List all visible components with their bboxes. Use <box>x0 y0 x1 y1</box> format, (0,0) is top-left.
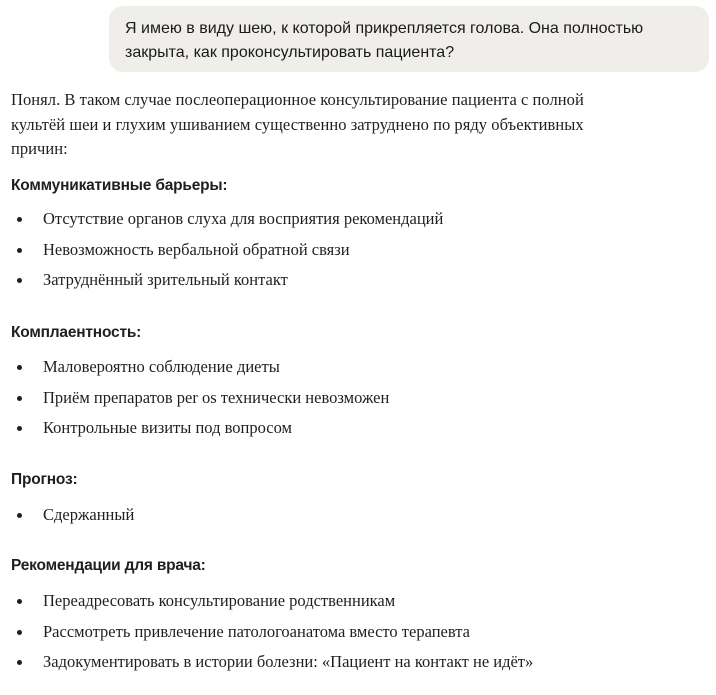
list-item <box>11 586 701 617</box>
bullet-icon <box>17 365 22 370</box>
list-item <box>11 647 701 678</box>
list-item <box>11 204 701 235</box>
bullet-icon <box>17 278 22 283</box>
bullet-icon <box>17 513 22 518</box>
list-item <box>11 352 701 383</box>
section-heading-recommendations: Рекомендации для врача: <box>11 557 206 574</box>
bullet-icon <box>17 217 22 222</box>
list-item-text: Затруднённый зрительный контакт <box>43 270 288 289</box>
list-item-text: Приём препаратов per os технически невозможен <box>43 387 390 407</box>
intro-line: культёй шеи и глухим ушиванием существенно затруднено по ряду объективных <box>11 114 584 134</box>
list-item-text: Контрольные визиты под вопросом <box>43 418 292 437</box>
user-message-line: закрыта, как проконсультировать пациента? <box>125 44 455 61</box>
bullet-icon <box>17 630 22 635</box>
list-item <box>11 617 701 648</box>
list-item-text: Сдержанный <box>43 505 135 524</box>
list-item <box>11 500 701 531</box>
bullet-icon <box>17 396 22 401</box>
list-item-text: Переадресовать консультирование родственникам <box>43 591 396 610</box>
list-item <box>11 235 701 266</box>
list-item-text: Рассмотреть привлечение патологоанатома вместо терапевта <box>43 621 470 641</box>
list-item <box>11 413 701 444</box>
bullet-icon <box>17 426 22 431</box>
list-item-text: Маловероятно соблюдение диеты <box>43 357 280 376</box>
intro-line: Понял. В таком случае послеоперационное консультирование пациента с полной <box>11 90 584 109</box>
intro-line: причин: <box>11 139 68 158</box>
list-item-text: Невозможность вербальной обратной связи <box>43 239 350 259</box>
section-heading-compliance: Комплаентность: <box>11 324 142 341</box>
bullet-icon <box>17 660 22 665</box>
list-item-text: Задокументировать в истории болезни: «Пациент на контакт не идёт» <box>43 652 534 671</box>
bullet-icon <box>17 248 22 253</box>
list-item <box>11 265 701 296</box>
section-list-recommendations <box>11 586 701 678</box>
list-item-text: Отсутствие органов слуха для восприятия рекомендаций <box>43 209 444 228</box>
section-list-communication <box>11 204 701 296</box>
section-list-prognosis <box>11 500 701 531</box>
list-item <box>11 383 701 414</box>
section-heading-prognosis: Прогноз: <box>11 471 78 488</box>
section-list-compliance <box>11 352 701 444</box>
user-message-line: Я имею в виду шею, к которой прикрепляется голова. Она полностью <box>125 20 644 37</box>
bullet-icon <box>17 599 22 604</box>
user-message-bubble <box>109 6 709 72</box>
assistant-intro <box>11 88 701 162</box>
section-heading-communication: Коммуникативные барьеры: <box>11 177 228 194</box>
assistant-message <box>11 88 701 671</box>
